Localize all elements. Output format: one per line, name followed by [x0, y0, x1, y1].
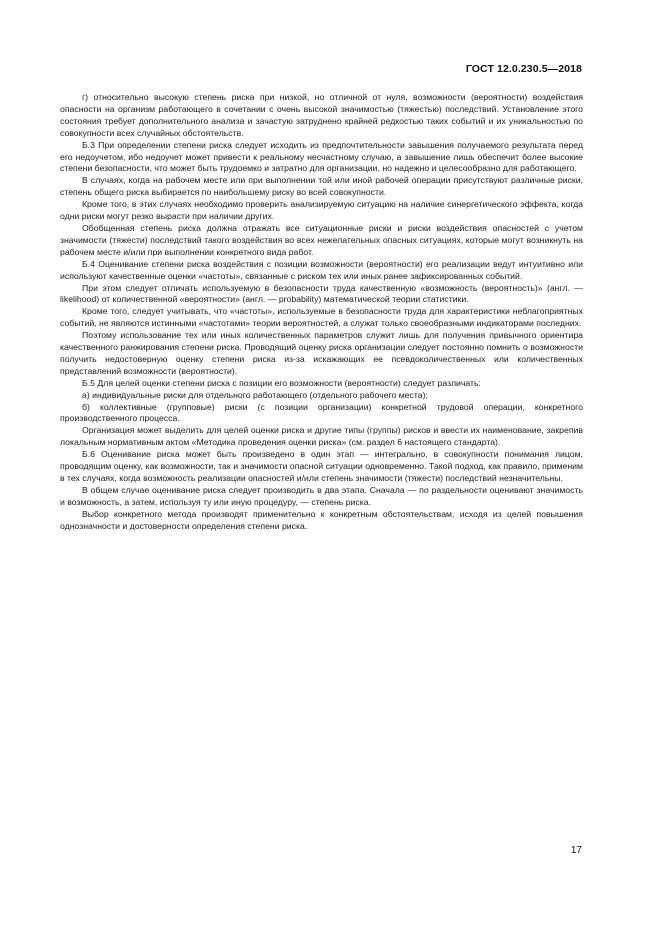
paragraph: Поэтому использование тех или иных количественных параметров служит лишь для получения привычного ориентира качественного ранжирования степени риска. Проводящий оценку риска организации следует постоянно помнить о возможности получить недостоверную оценку степени риска из-за искажающих ее псевдоколичественных или количественных представлений возможности (вероятности). [60, 330, 583, 376]
paragraph: Б.3 При определении степени риска следует исходить из предпочтительности завышения получаемого результата перед его недоучетом, ибо недоучет может привести к реальному несчастному случаю, а завышение лишь обеспечит более высокие степени безопасности, что может быть трудоемко и затратно для организации, но надежно и целесообразно для работающего. [60, 139, 583, 174]
paragraph: Кроме того, следует учитывать, что «частоты», используемые в безопасности труда для характеристики неблагоприятных событий, не являются истинными «частотами» теории вероятностей, а служат только своеобразными индикаторами последних. [60, 306, 583, 329]
paragraph: Кроме того, в этих случаях необходимо проверить анализируемую ситуацию на наличие синергетического эффекта, когда одни риски могут резко вырасти при наличии других. [60, 199, 583, 222]
paragraph: г) относительно высокую степень риска при низкой, но отличной от нуля, возможности (вероятности) воздействия опасности на организм работающего в сочетании с очень высокой значимостью (тяжестью) последствий. Установление этого состояния требует дополнительного анализа и зачастую затруднено крайней редкостью таких событий и их уникальностью по совокупности всех случайных обстоятельств. [60, 92, 583, 138]
paragraph: а) индивидуальные риски для отдельного работающего (отдельного рабочего места); [82, 389, 428, 400]
document-code-header: ГОСТ 12.0.230.5—2018 [465, 63, 582, 75]
paragraph: Обобщенная степень риска должна отражать все ситуационные риски и риски воздействия опасностей с учетом значимости (тяжести) последствий такого воздействия во всех нежелательных опасных ситуациях, которые могут возникнуть на рабочем месте и/или при выполнении конкретного вида работ. [60, 222, 583, 257]
page-number: 17 [570, 845, 582, 856]
paragraph: Организация может выделить для целей оценки риска и другие типы (группы) рисков и ввести их наименование, закрепив локальным нормативным актом «Методика проведения оценки риска» (см. раздел 6 настоящего стандарта). [60, 425, 583, 448]
paragraph: Выбор конкретного метода производят применительно к конкретным обстоятельствам, исходя из целей повышения однозначности и достоверности определения степени риска. [60, 508, 583, 531]
paragraph: В случаях, когда на рабочем месте или при выполнении той или иной рабочей операции присутствуют различные риски, степень общего риска выбирается по наибольшему риску во всей совокупности. [60, 175, 583, 198]
paragraph: Б.5 Для целей оценки степени риска с позиции его возможности (вероятности) следует различать: [82, 377, 481, 388]
paragraph: При этом следует отличать используемую в безопасности труда качественную «возможность (вероятность)» (англ. — likelihood) от количественной «вероятности» (англ. — probability) математической теории статистики. [60, 282, 583, 305]
paragraph: б) коллективные (групповые) риски (с позиции организации) конкретной трудовой операции, конкретного производственного процесса. [60, 401, 583, 424]
paragraph: Б.4 Оценивание степени риска воздействия с позиции возможности (вероятности) его реализации ведут интуитивно или используют качественные оценки «частоты», связанные с риском тех или иных ранее зафиксированных событий. [60, 258, 583, 281]
paragraph: В общем случае оценивание риска следует производить в два этапа. Сначала — по раздельности оценивают значимость и возможность, а затем, используя ту или иную процедуру, — степень риска. [60, 484, 583, 507]
document-body [60, 92, 583, 533]
paragraph: Б.6 Оценивание риска может быть произведено в один этап — интегрально, в совокупности понимания лицом, проводящим оценку, как возможности, так и значимости опасной ситуации одновременно. Такой подход, как правило, применим в тех случаях, когда возможность реализации опасностей и/или степень значимости (тяжести) последствий незначительны. [60, 449, 583, 483]
